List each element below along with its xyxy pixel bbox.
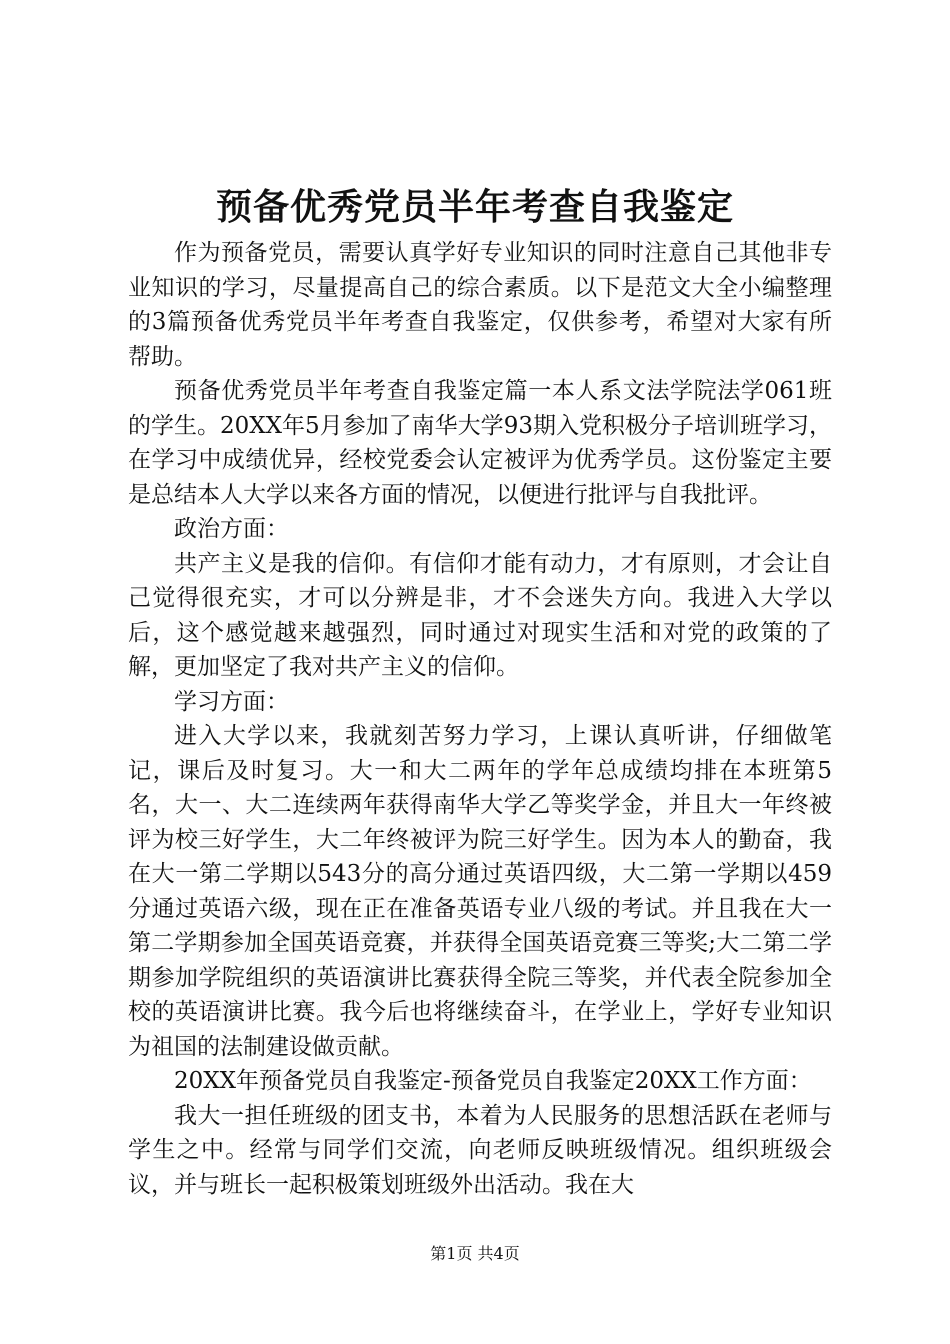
heading-work: 20XX年预备党员自我鉴定-预备党员自我鉴定20XX工作方面： — [174, 1068, 812, 1094]
document-body — [128, 236, 832, 1202]
paragraph-study: 进入大学以来，我就刻苦努力学习，上课认真听讲，仔细做笔记，课后及时复习。大一和大二两年的学年总成绩均排在本班第5名，大一、大二连续两年获得南华大学乙等奖学金，并且大一年终被评为校三好学生，大二年终被评为院三好学生。因为本人的勤奋，我在大一第二学期以543分的高分通过英语四级，大二第一学期以459分通过英语六级，现在正在准备英语专业八级的考试。并且我在大一第二学期参加全国英语竞赛，并获得全国英语竞赛三等奖;大二第二学期参加学院组织的英语演讲比赛获得全院三等奖，并代表全院参加全校的英语演讲比赛。我今后也将继续奋斗，在学业上，学好专业知识为祖国的法制建设做贡献。 — [128, 723, 832, 1060]
page-footer: 第1页 共4页 — [430, 1244, 520, 1263]
heading-study: 学习方面： — [174, 688, 289, 715]
paragraph-politics: 共产主义是我的信仰。有信仰才能有动力，才有原则，才会让自己觉得很充实，才可以分辨是非，才不会迷失方向。我进入大学以后，这个感觉越来越强烈，同时通过对现实生活和对党的政策的了解，更加坚定了我对共产主义的信仰。 — [128, 550, 832, 680]
heading-politics: 政治方面： — [174, 516, 289, 542]
document-title: 预备优秀党员半年考查自我鉴定 — [215, 186, 734, 228]
paragraph-intro: 作为预备党员，需要认真学好专业知识的同时注意自己其他非专业知识的学习，尽量提高自己的综合素质。以下是范文大全小编整理的3篇预备优秀党员半年考查自我鉴定，仅供参考，希望对大家有所帮助。 — [128, 240, 832, 370]
paragraph-part-one: 预备优秀党员半年考查自我鉴定篇一本人系文法学院法学061班的学生。20XX年5月参加了南华大学93期入党积极分子培训班学习，在学习中成绩优异，经校党委会认定被评为优秀学员。这份鉴定主要是总结本人大学以来各方面的情况，以便进行批评与自我批评。 — [128, 378, 832, 508]
paragraph-work: 我大一担任班级的团支书，本着为人民服务的思想活跃在老师与学生之中。经常与同学们交流，向老师反映班级情况。组织班级会议，并与班长一起积极策划班级外出活动。我在大 — [128, 1102, 832, 1198]
